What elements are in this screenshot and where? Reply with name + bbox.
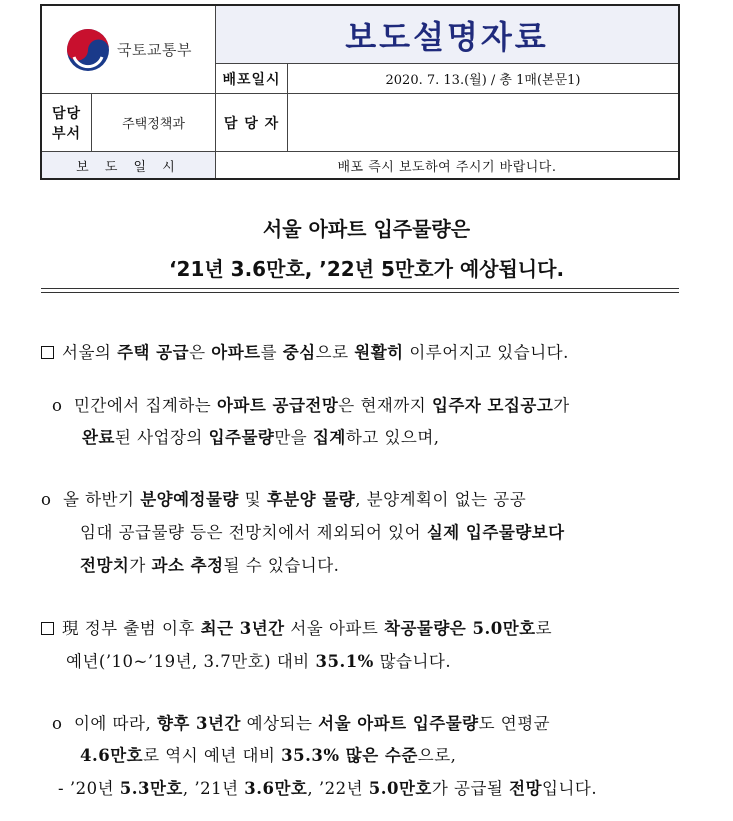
paragraph-4-line-1: 現 정부 출범 이후 최근 3년간 서울 아파트 착공물량은 5.0만호로 — [41, 619, 552, 639]
ministry-name: 국토교통부 — [117, 41, 192, 59]
paragraph-3-line-3: 전망치가 과소 추정될 수 있습니다. — [80, 556, 340, 575]
headline-line-1: 서울 아파트 입주물량은 — [262, 217, 471, 241]
dept-label-line1: 담당 — [51, 105, 82, 122]
circle-bullet: o — [41, 490, 52, 509]
circle-bullet: o — [52, 714, 63, 733]
doc-type-title-cell — [216, 6, 678, 64]
report-time-value: 배포 즉시 보도하여 주시기 바랍니다. — [337, 159, 557, 175]
release-label-cell — [216, 64, 288, 94]
contact-value-cell — [288, 94, 678, 152]
taegeuk-emblem-icon — [65, 27, 111, 73]
paragraph-5-line-1: o 이에 따라, 향후 3년간 예상되는 서울 아파트 입주물량도 연평균 — [52, 714, 551, 733]
headline-divider-top — [41, 288, 679, 289]
logo-cell — [42, 6, 216, 94]
paragraph-2-line-1: o 민간에서 집계하는 아파트 공급전망은 현재까지 입주자 모집공고가 — [52, 396, 570, 415]
report-time-label: 보 도 일 시 — [76, 159, 181, 175]
release-value: 2020. 7. 13.(월) / 총 1매(본문1) — [385, 73, 581, 88]
dept-value-cell — [92, 94, 216, 152]
paragraph-6: - ’20년 5.3만호, ’21년 3.6만호, ’22년 5.0만호가 공급될 전망입니다. — [58, 779, 598, 798]
square-bullet-icon — [41, 622, 54, 635]
paragraph-2-line-2: 완료된 사업장의 입주물량만을 집계하고 있으며, — [82, 428, 440, 447]
header-table — [40, 4, 680, 180]
report-time-value-cell — [216, 152, 678, 178]
paragraph-1: 서울의 주택 공급은 아파트를 중심으로 원활히 이루어지고 있습니다. — [41, 343, 569, 363]
doc-type-title: 보도설명자료 — [345, 17, 549, 56]
paragraph-3-line-1: o 올 하반기 분양예정물량 및 후분양 물량, 분양계획이 없는 공공 — [41, 490, 527, 509]
circle-bullet: o — [52, 396, 63, 415]
square-bullet-icon — [41, 346, 54, 359]
paragraph-3-line-2: 임대 공급물량 등은 전망치에서 제외되어 있어 실제 입주물량보다 — [80, 523, 565, 542]
dept-label-line2: 부서 — [51, 125, 82, 142]
paragraph-5-line-2: 4.6만호로 역시 예년 대비 35.3% 많은 수준으로, — [80, 746, 457, 765]
dash-bullet: - — [58, 779, 65, 798]
dept-value: 주택정책과 — [122, 117, 185, 132]
contact-label-cell — [216, 94, 288, 152]
report-time-label-cell — [42, 152, 216, 178]
ministry-logo — [65, 27, 192, 73]
contact-label: 담 당 자 — [223, 115, 280, 132]
release-label: 배포일시 — [222, 71, 281, 88]
headline-line-2: ‘21년 3.6만호, ’22년 5만호가 예상됩니다. — [168, 257, 565, 281]
release-value-cell — [288, 64, 678, 94]
headline-divider-bottom — [41, 292, 679, 293]
paragraph-4-line-2: 예년(’10~’19년, 3.7만호) 대비 35.1% 많습니다. — [66, 652, 452, 671]
dept-label-cell — [42, 94, 92, 152]
